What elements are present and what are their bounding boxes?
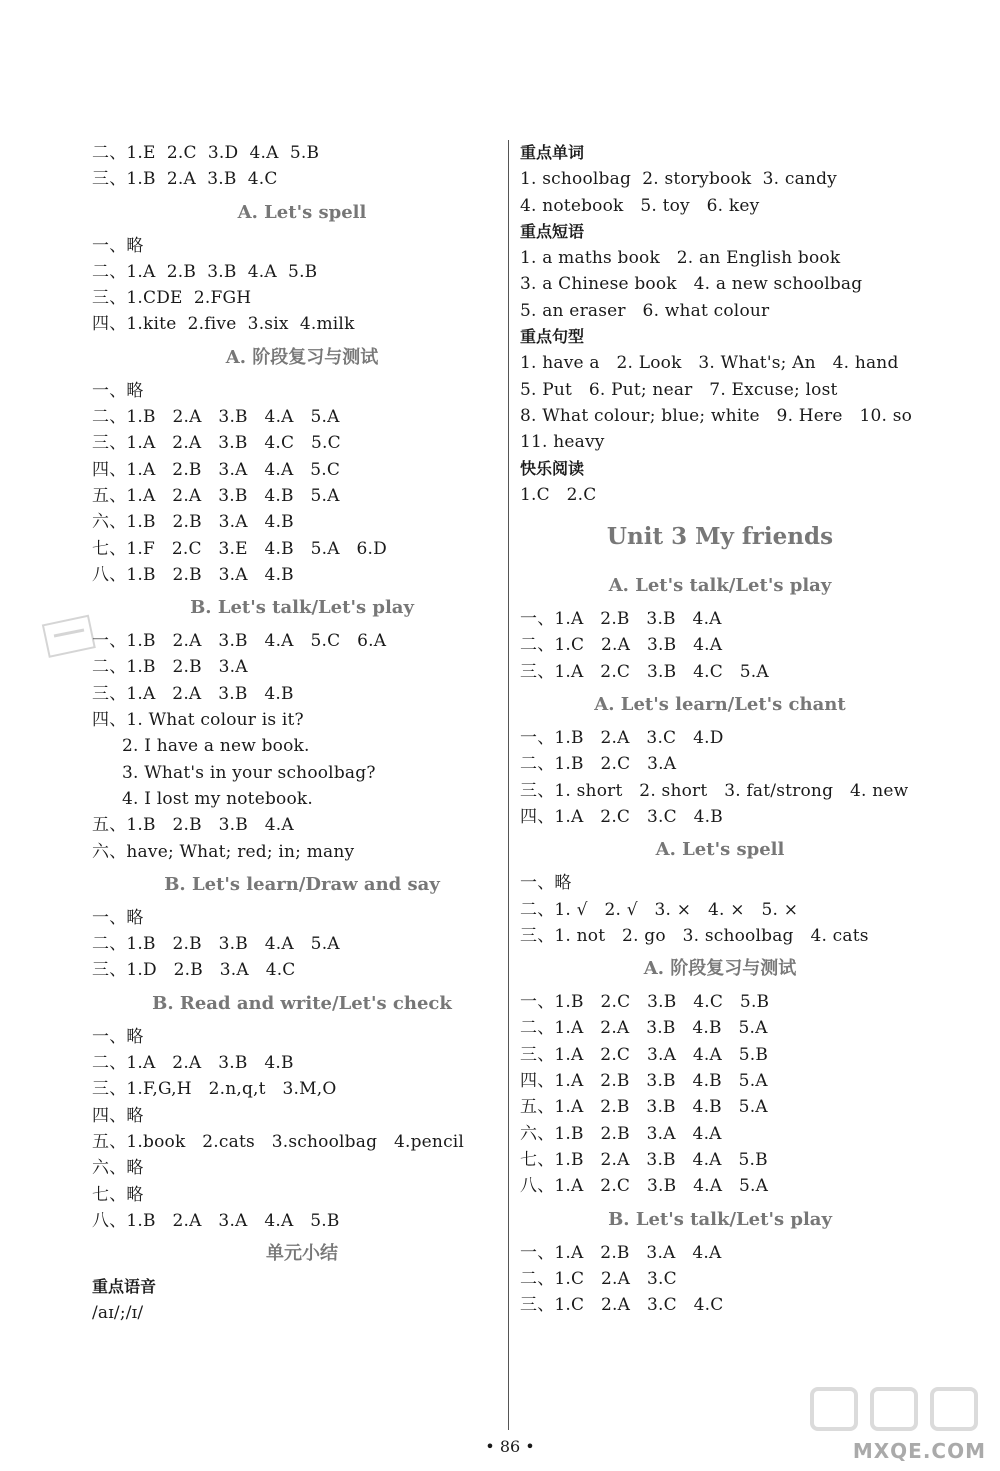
answer-line: 六、1.B 2.B 3.A 4.A bbox=[520, 1123, 722, 1144]
answer-line: 二、1.E 2.C 3.D 4.A 5.B bbox=[92, 143, 320, 163]
subheading: 重点短语 bbox=[520, 221, 585, 241]
answer-line: 4. I lost my notebook. bbox=[122, 788, 314, 809]
subheading: 快乐阅读 bbox=[520, 458, 585, 478]
section-title: B. Let's talk/Let's play bbox=[190, 597, 414, 619]
answer-line: 二、1. √ 2. √ 3. × 4. × 5. × bbox=[520, 899, 799, 920]
answer-line: 1. have a 2. Look 3. What's; An 4. hand bbox=[520, 353, 899, 374]
answer-line: 1. a maths book 2. an English book bbox=[520, 248, 841, 269]
answer-line: 3. What's in your schoolbag? bbox=[122, 762, 376, 783]
answer-line: 二、1.B 2.C 3.A bbox=[520, 754, 677, 775]
answer-line: 三、1. short 2. short 3. fat/strong 4. new bbox=[520, 780, 909, 801]
section-title: A. Let's spell bbox=[655, 839, 785, 861]
answer-line: 一、1.B 2.A 3.C 4.D bbox=[520, 728, 724, 749]
answer-line: 四、1.A 2.B 3.A 4.A 5.C bbox=[92, 459, 341, 480]
answer-line: 三、1.A 2.C 3.A 4.A 5.B bbox=[520, 1044, 769, 1065]
answer-line: 八、1.A 2.C 3.B 4.A 5.A bbox=[520, 1176, 769, 1197]
answer-line: 二、1.B 2.B 3.A bbox=[92, 657, 248, 678]
answer-line: 一、略 bbox=[92, 1026, 144, 1047]
answer-line: 六、略 bbox=[92, 1158, 144, 1179]
answer-line: 二、1.B 2.A 3.B 4.A 5.A bbox=[92, 407, 340, 428]
answer-line: 四、1.kite 2.five 3.six 4.milk bbox=[92, 314, 355, 335]
answer-line: 八、1.B 2.B 3.A 4.B bbox=[92, 564, 294, 585]
answer-line: 三、1.D 2.B 3.A 4.C bbox=[92, 960, 296, 981]
answer-line: 三、1.F,G,H 2.n,q,t 3.M,O bbox=[92, 1079, 337, 1100]
answer-line: 二、1.B 2.B 3.B 4.A 5.A bbox=[92, 934, 340, 955]
answer-line: 四、1.A 2.C 3.C 4.B bbox=[520, 806, 723, 827]
answer-line: 1.C 2.C bbox=[520, 484, 597, 505]
stamp-mark bbox=[40, 612, 100, 662]
answer-line: 一、1.A 2.B 3.B 4.A bbox=[520, 609, 722, 630]
section-title: 单元小结 bbox=[266, 1243, 338, 1265]
section-title: B. Let's talk/Let's play bbox=[608, 1208, 832, 1230]
answer-line: 四、1.A 2.B 3.B 4.B 5.A bbox=[520, 1071, 768, 1092]
answer-line: 五、1.A 2.B 3.B 4.B 5.A bbox=[520, 1097, 768, 1118]
watermark-text: MXQE.COM bbox=[852, 1439, 986, 1463]
answer-line: 5. an eraser 6. what colour bbox=[520, 300, 770, 321]
section-title: A. 阶段复习与测试 bbox=[225, 346, 379, 368]
answer-line: 4. notebook 5. toy 6. key bbox=[520, 195, 760, 216]
section-title: A. 阶段复习与测试 bbox=[643, 958, 797, 980]
answer-line: 8. What colour; blue; white 9. Here 10. so bbox=[520, 405, 913, 426]
right-column bbox=[520, 140, 920, 1318]
answer-line: 二、1.C 2.A 3.C bbox=[520, 1268, 677, 1289]
subheading: 重点句型 bbox=[520, 327, 585, 347]
answer-line: 二、1.A 2.A 3.B 4.B bbox=[92, 1053, 294, 1074]
answer-line: 二、1.A 2.B 3.B 4.A 5.B bbox=[92, 261, 318, 282]
answer-line: 四、1. What colour is it? bbox=[92, 710, 304, 731]
answer-line: 七、1.B 2.A 3.B 4.A 5.B bbox=[520, 1149, 768, 1170]
answer-line: 三、1.CDE 2.FGH bbox=[92, 288, 252, 309]
answer-line: 二、1.C 2.A 3.B 4.A bbox=[520, 635, 723, 656]
answer-line: 一、1.B 2.A 3.B 4.A 5.C 6.A bbox=[92, 631, 387, 652]
answer-line: 一、1.A 2.B 3.A 4.A bbox=[520, 1242, 722, 1263]
answer-line: 六、have; What; red; in; many bbox=[92, 841, 355, 862]
section-title: B. Let's learn/Draw and say bbox=[164, 873, 440, 895]
left-column bbox=[92, 140, 492, 1327]
unit-title: Unit 3 My friends bbox=[606, 523, 834, 551]
answer-line: 七、略 bbox=[92, 1184, 144, 1205]
answer-line: 五、1.book 2.cats 3.schoolbag 4.pencil bbox=[92, 1131, 465, 1152]
answer-line: 一、略 bbox=[92, 235, 144, 256]
answer-line: 三、1.A 2.A 3.B 4.B bbox=[92, 683, 294, 704]
section-title: B. Read and write/Let's check bbox=[152, 992, 452, 1014]
answer-line: 一、1.B 2.C 3.B 4.C 5.B bbox=[520, 992, 770, 1013]
section-title: A. Let's talk/Let's play bbox=[608, 575, 832, 597]
answer-line: 五、1.B 2.B 3.B 4.A bbox=[92, 815, 294, 836]
subheading: 重点语音 bbox=[92, 1277, 157, 1297]
answer-line: 六、1.B 2.B 3.A 4.B bbox=[92, 512, 294, 533]
section-title: A. Let's learn/Let's chant bbox=[594, 694, 846, 716]
answer-line: 七、1.F 2.C 3.E 4.B 5.A 6.D bbox=[92, 538, 387, 559]
answer-line: 3. a Chinese book 4. a new schoolbag bbox=[520, 274, 863, 295]
answer-line: 二、1.A 2.A 3.B 4.B 5.A bbox=[520, 1018, 768, 1039]
answer-line: 三、1.A 2.C 3.B 4.C 5.A bbox=[520, 661, 769, 682]
answer-line: 1. schoolbag 2. storybook 3. candy bbox=[520, 169, 837, 190]
answer-line: 三、1. not 2. go 3. schoolbag 4. cats bbox=[520, 925, 869, 946]
answer-line: 一、略 bbox=[520, 873, 572, 894]
section-title: A. Let's spell bbox=[237, 201, 367, 223]
answer-line: 2. I have a new book. bbox=[122, 736, 310, 757]
answer-line: 四、略 bbox=[92, 1105, 144, 1126]
answer-line: 一、略 bbox=[92, 907, 144, 928]
answer-line: 11. heavy bbox=[520, 432, 605, 453]
answer-line: 三、1.B 2.A 3.B 4.C bbox=[92, 169, 278, 190]
subheading: 重点单词 bbox=[520, 143, 585, 162]
answer-line: 一、略 bbox=[92, 380, 144, 401]
page-number: • 86 • bbox=[485, 1437, 535, 1456]
answer-line: 5. Put 6. Put; near 7. Excuse; lost bbox=[520, 379, 838, 400]
answer-line: 八、1.B 2.A 3.A 4.A 5.B bbox=[92, 1210, 340, 1231]
answer-line: 三、1.A 2.A 3.B 4.C 5.C bbox=[92, 433, 341, 454]
answer-line: 三、1.C 2.A 3.C 4.C bbox=[520, 1295, 724, 1316]
answer-line: /aɪ/;/ɪ/ bbox=[92, 1303, 144, 1324]
answer-line: 五、1.A 2.A 3.B 4.B 5.A bbox=[92, 485, 340, 506]
